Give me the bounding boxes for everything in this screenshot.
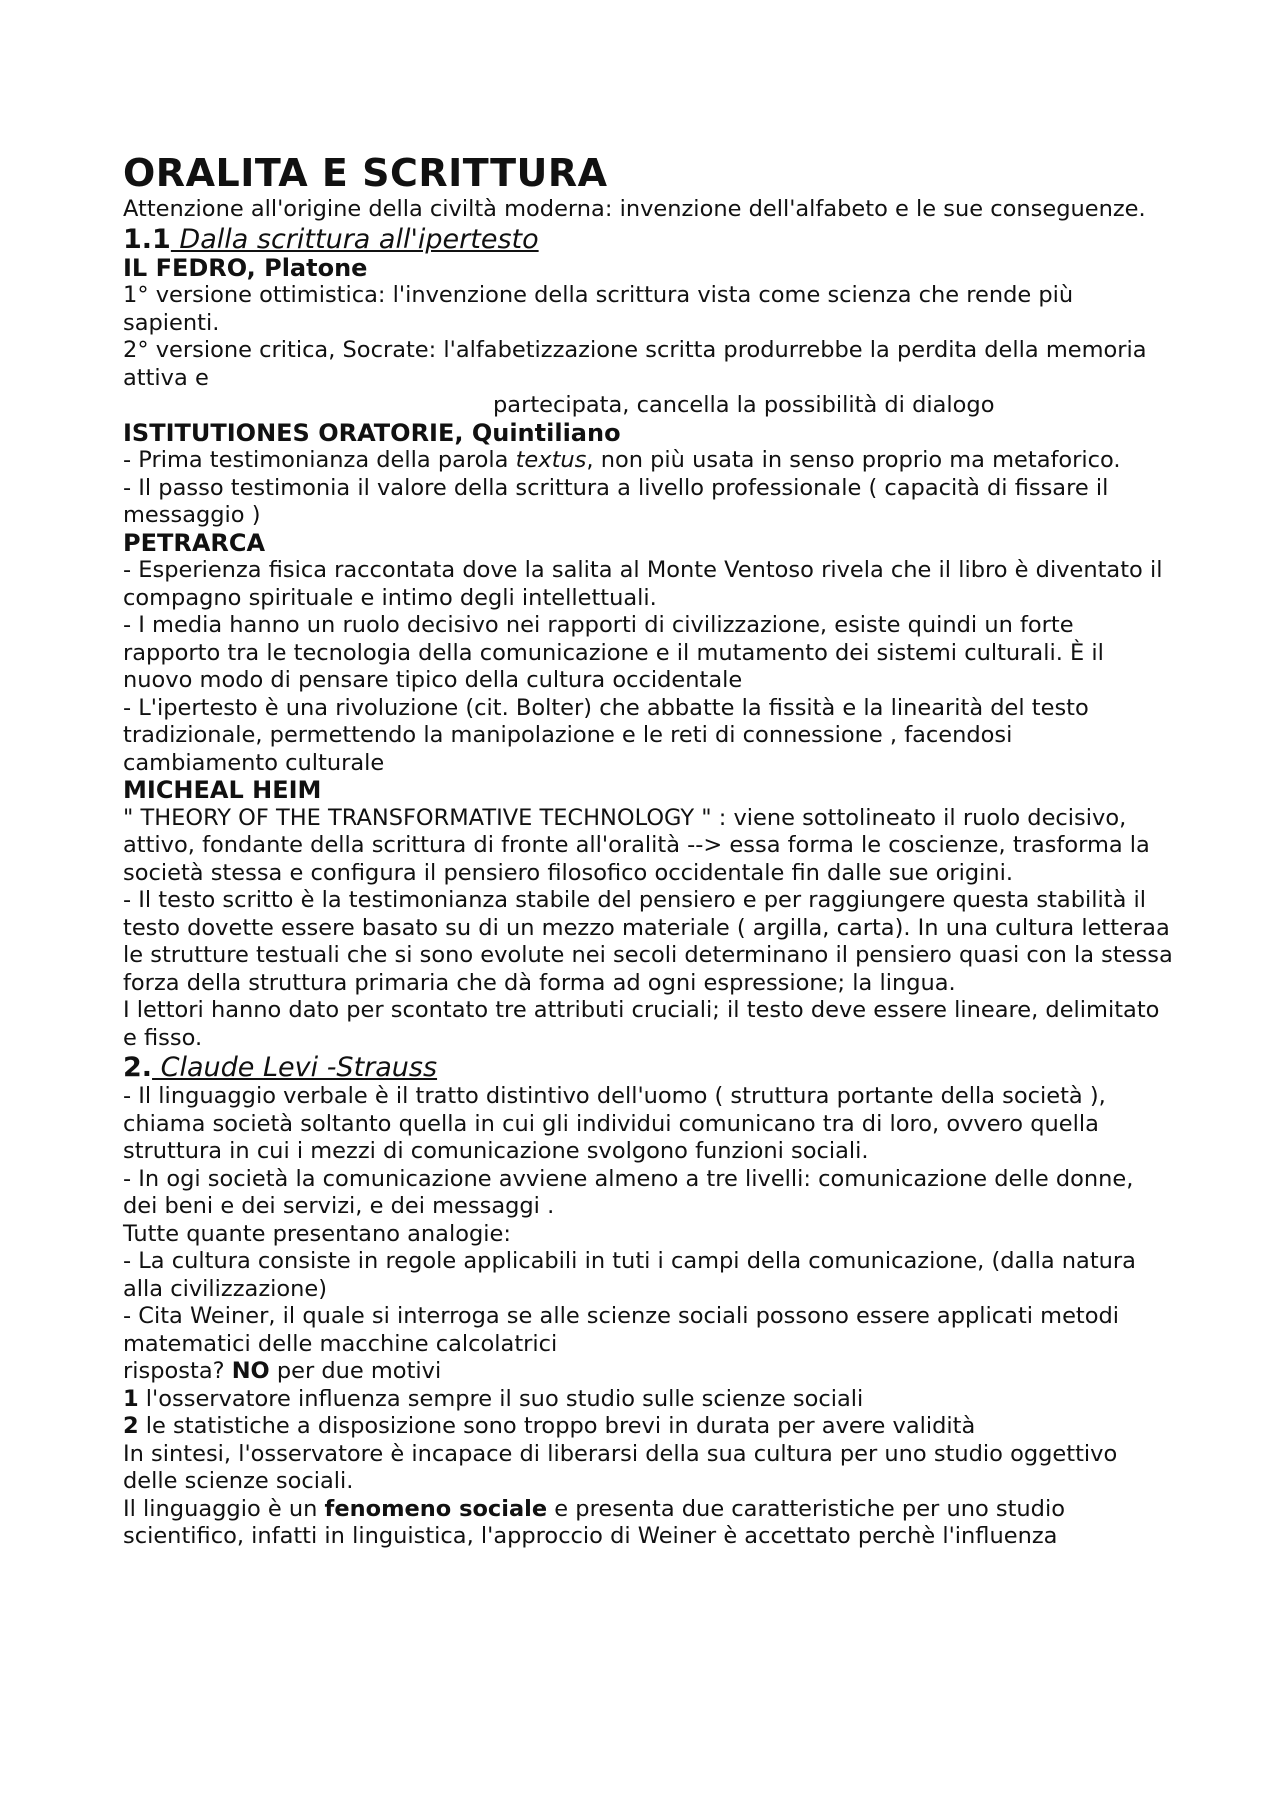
subheading-quintiliano: ISTITUTIONES ORATORIE, Quintiliano	[123, 418, 621, 447]
page-title: ORALITA E SCRITTURA	[123, 151, 608, 195]
section-number: 2.	[123, 1052, 153, 1083]
subheading-fedro: IL FEDRO, Platone	[123, 253, 368, 282]
paragraph: 1° versione ottimistica: l'invenzione della scrittura vista come scienza che rende più sapienti.	[123, 282, 1074, 336]
document-page	[123, 150, 1173, 1551]
paragraph-indented: partecipata, cancella la possibilità di dialogo	[493, 392, 995, 418]
item-number: 2	[123, 1413, 139, 1439]
paragraph: I lettori hanno dato per scontato tre attributi cruciali; il testo deve essere lineare, delimitato e fisso.	[123, 997, 1160, 1051]
section-number: 1.1	[123, 223, 171, 255]
item-number: 1	[123, 1385, 139, 1412]
text-span: - Prima testimonianza della parola	[123, 447, 516, 473]
intro-paragraph: Attenzione all'origine della civiltà moderna: invenzione dell'alfabeto e le sue conseguenze.	[123, 196, 1146, 222]
italic-term: textus	[515, 447, 587, 473]
paragraph: In sintesi, l'osservatore è incapace di liberarsi della sua cultura per uno studio oggettivo delle scienze sociali.	[123, 1440, 1118, 1494]
paragraph: - I media hanno un ruolo decisivo nei rapporti di civilizzazione, esiste quindi un forte rapporto tra le tecnologia della comunicazione e il mutamento dei sistemi culturali. È il nuovo modo di pensare tipico della cultura occidentale	[123, 612, 1104, 693]
paragraph: 2° versione critica, Socrate: l'alfabetizzazione scritta produrrebbe la perdita della memoria attiva e	[123, 337, 1147, 391]
text-span: l'osservatore influenza sempre il suo studio sulle scienze sociali	[138, 1385, 864, 1412]
section-heading-2	[123, 1052, 1173, 1083]
paragraph: - Esperienza fisica raccontata dove la salita al Monte Ventoso rivela che il libro è diventato il compagno spirituale e intimo degli intellettuali.	[123, 557, 1163, 611]
section-title: Dalla scrittura all'ipertesto	[170, 223, 539, 255]
paragraph	[123, 1496, 1173, 1551]
bold-term: fenomeno sociale	[324, 1495, 548, 1522]
paragraph: - Il testo scritto è la testimonianza stabile del pensiero e per raggiungere questa stabilità il testo dovette essere basato su di un mezzo materiale ( argilla, carta). In una cultura letteraa le strutture testuali che si sono evolute nei secoli determinano il pensiero quasi con la stessa forza della struttura primaria che dà forma ad ogni espressione; la lingua.	[123, 887, 1173, 996]
text-span: e presenta due caratteristiche per uno studio scientifico, infatti in linguistica, l'approccio di Weiner è accettato perchè l'influenza	[123, 1495, 1065, 1549]
subheading-petrarca: PETRARCA	[123, 528, 266, 557]
text-span: Il linguaggio è un	[123, 1495, 325, 1522]
paragraph	[123, 1358, 1173, 1386]
paragraph: - Cita Weiner, il quale si interroga se alle scienze sociali possono essere applicati metodi matematici delle macchine calcolatrici	[123, 1303, 1120, 1357]
paragraph: - Il passo testimonia il valore della scrittura a livello professionale ( capacità di fissare il messaggio )	[123, 474, 1109, 528]
list-item	[123, 1413, 1173, 1441]
section-title: Claude Levi -Strauss	[152, 1052, 438, 1083]
text-span: risposta?	[123, 1358, 232, 1384]
paragraph: " THEORY OF THE TRANSFORMATIVE TECHNOLOGY " : viene sottolineato il ruolo decisivo, attivo, fondante della scrittura di fronte all'oralità --> essa forma le coscienze, trasforma la società stessa e configura il pensiero filosofico occidentale fin dalle sue origini.	[123, 804, 1150, 886]
paragraph: - L'ipertesto è una rivoluzione (cit. Bolter) che abbatte la fissità e la linearità del testo tradizionale, permettendo la manipolazione e le reti di connessione , facendosi cambiamento culturale	[123, 694, 1089, 776]
text-span: le statistiche a disposizione sono troppo brevi in durata per avere validità	[138, 1413, 976, 1439]
paragraph: - La cultura consiste in regole applicabili in tuti i campi della comunicazione, (dalla natura alla civilizzazione)	[123, 1248, 1136, 1302]
paragraph: - In ogi società la comunicazione avviene almeno a tre livelli: comunicazione delle donne, dei beni e dei servizi, e dei messaggi .	[123, 1165, 1134, 1219]
paragraph: - Il linguaggio verbale è il tratto distintivo dell'uomo ( struttura portante della società ), chiama società soltanto quella in cui gli individui comunicano tra di loro, ovvero quella struttura in cui i mezzi di comunicazione svolgono funzioni sociali.	[123, 1083, 1106, 1164]
bold-answer: NO	[231, 1358, 270, 1384]
subheading-heim: MICHEAL HEIM	[123, 776, 322, 804]
section-heading-1-1	[123, 224, 1173, 255]
paragraph	[123, 447, 1173, 475]
text-span: per due motivi	[269, 1358, 442, 1384]
list-item	[123, 1386, 1173, 1414]
paragraph: Tutte quante presentano analogie:	[123, 1220, 511, 1247]
text-span: , non più usata in senso proprio ma metaforico.	[586, 447, 1121, 473]
